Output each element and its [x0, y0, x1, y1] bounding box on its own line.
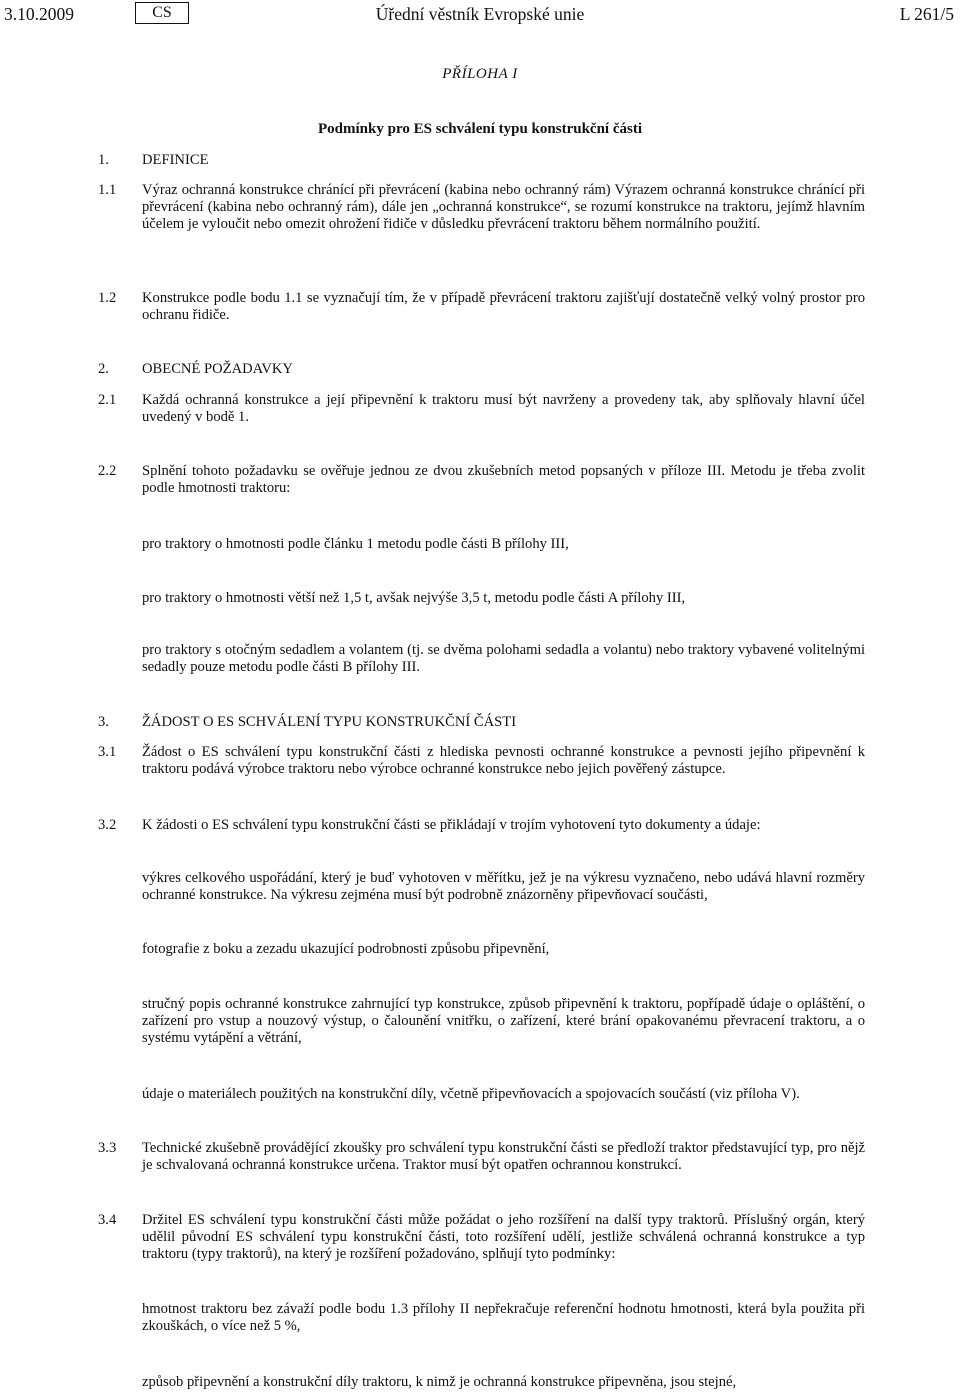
section-title: OBECNÉ POŽADAVKY	[142, 361, 293, 377]
paragraph-text: Žádost o ES schválení typu konstrukční části z hlediska pevnosti ochranné konstrukce a pevnosti jejího připevnění k traktoru podává výrobce traktoru nebo výrobce ochranné konstrukce nebo jejich pověřený zástupce.	[142, 744, 865, 777]
paragraph-1-2	[98, 290, 865, 324]
list-item: fotografie z boku a zezadu ukazující podrobnosti způsobu připevnění,	[142, 941, 550, 957]
section-title: DEFINICE	[142, 152, 209, 168]
list-item: pro traktory s otočným sedadlem a volantem (tj. se dvěma polohami sedadla a volantu) nebo traktory vybavené volitelnými sedadly pouze metodu podle části B přílohy III.	[142, 642, 865, 675]
paragraph-number: 3.2	[98, 817, 117, 833]
paragraph-3-4	[98, 1212, 865, 1263]
paragraph-text: Technické zkušebně provádějící zkoušky pro schválení typu konstrukční části se předloží traktor představující typ, pro nějž je schvalovaná ochranná konstrukce určena. Traktor musí být opatřen ochrannou konstrukcí.	[142, 1140, 865, 1173]
paragraph-number: 1.2	[98, 290, 117, 306]
paragraph-number: 3.1	[98, 744, 117, 760]
list-item: údaje o materiálech použitých na konstrukční díly, včetně připevňovacích a spojovacích součástí (viz příloha V).	[142, 1086, 800, 1102]
paragraph-text: K žádosti o ES schválení typu konstrukční části se přikládají v trojím vyhotovení tyto dokumenty a údaje:	[142, 817, 761, 833]
paragraph-2-1	[98, 392, 865, 426]
paragraph-number: 1.1	[98, 182, 117, 198]
paragraph-text: Držitel ES schválení typu konstrukční části může požádat o jeho rozšíření na další typy traktorů. Příslušný orgán, který udělil původní ES schválení typu konstrukční části, toto rozšíření udělí, jestliže schválená ochranná konstrukce a typ traktoru (typy traktorů), na který je rozšíření požadováno, splňují tyto podmínky:	[142, 1212, 865, 1262]
list-item: hmotnost traktoru bez závaží podle bodu 1.3 přílohy II nepřekračuje referenční hodnotu hmotnosti, která byla použita při zkouškách, o více než 5 %,	[142, 1301, 865, 1334]
paragraph-number: 2.2	[98, 463, 117, 479]
paragraph-text: Výraz ochranná konstrukce chránící při převrácení (kabina nebo ochranný rám) Výrazem ochranná konstrukce chránící při převrácení (kabina nebo ochranný rám), dále jen „ochranná konstrukce“, se rozumí konstrukce na traktoru, jejímž hlavním účelem je vyloučit nebo omezit ohrožení řidiče v důsledku převrácení traktoru během normálního použití.	[142, 182, 865, 232]
paragraph-3-1	[98, 744, 865, 778]
list-item: pro traktory o hmotnosti podle článku 1 metodu podle části B přílohy III,	[142, 536, 569, 552]
paragraph-1-1	[98, 182, 865, 233]
journal-title: Úřední věstník Evropské unie	[375, 4, 585, 24]
paragraph-text: Každá ochranná konstrukce a její připevnění k traktoru musí být navrženy a provedeny tak, aby splňovaly hlavní účel uvedený v bodě 1.	[142, 392, 865, 425]
page-header	[0, 4, 960, 26]
list-item: způsob připevnění a konstrukční díly traktoru, k nimž je ochranná konstrukce připevněna, jsou stejné,	[142, 1374, 737, 1390]
paragraph-number: 3.4	[98, 1212, 117, 1228]
paragraph-number: 2.1	[98, 392, 117, 408]
paragraph-text: Splnění tohoto požadavku se ověřuje jednou ze dvou zkušebních metod popsaných v příloze III. Metodu je třeba zvolit podle hmotnosti traktoru:	[142, 463, 865, 496]
publication-date: 3.10.2009	[4, 4, 74, 24]
language-badge: CS	[135, 2, 189, 24]
paragraph-3-3	[98, 1140, 865, 1174]
page-reference: L 261/5	[899, 4, 954, 24]
paragraph-3-2	[98, 817, 865, 834]
section-title: ŽÁDOST O ES SCHVÁLENÍ TYPU KONSTRUKČNÍ ČÁSTI	[142, 714, 517, 730]
annex-label: PŘÍLOHA I	[442, 66, 518, 82]
section-number: 3.	[98, 714, 109, 730]
document-title: Podmínky pro ES schválení typu konstrukční části	[318, 121, 642, 137]
section-number: 2.	[98, 361, 109, 377]
paragraph-text: Konstrukce podle bodu 1.1 se vyznačují tím, že v případě převrácení traktoru zajišťují dostatečně velký volný prostor pro ochranu řidiče.	[142, 290, 865, 323]
paragraph-number: 3.3	[98, 1140, 117, 1156]
list-item: pro traktory o hmotnosti větší než 1,5 t, avšak nejvýše 3,5 t, metodu podle části A přílohy III,	[142, 590, 686, 606]
list-item: výkres celkového uspořádání, který je buď vyhotoven v měřítku, jež je na výkresu vyznačeno, nebo udává hlavní rozměry ochranné konstrukce. Na výkresu zejména musí být podrobně znázorněny připevňovací součásti,	[142, 870, 865, 903]
section-number: 1.	[98, 152, 109, 168]
paragraph-2-2	[98, 463, 865, 497]
list-item: stručný popis ochranné konstrukce zahrnující typ konstrukce, způsob připevnění k traktoru, popřípadě údaje o opláštění, o zařízení pro vstup a nouzový výstup, o čalounění vnitřku, o zařízení, které brání opakovanému převracení traktoru, a o systému vytápění a větrání,	[142, 996, 865, 1046]
